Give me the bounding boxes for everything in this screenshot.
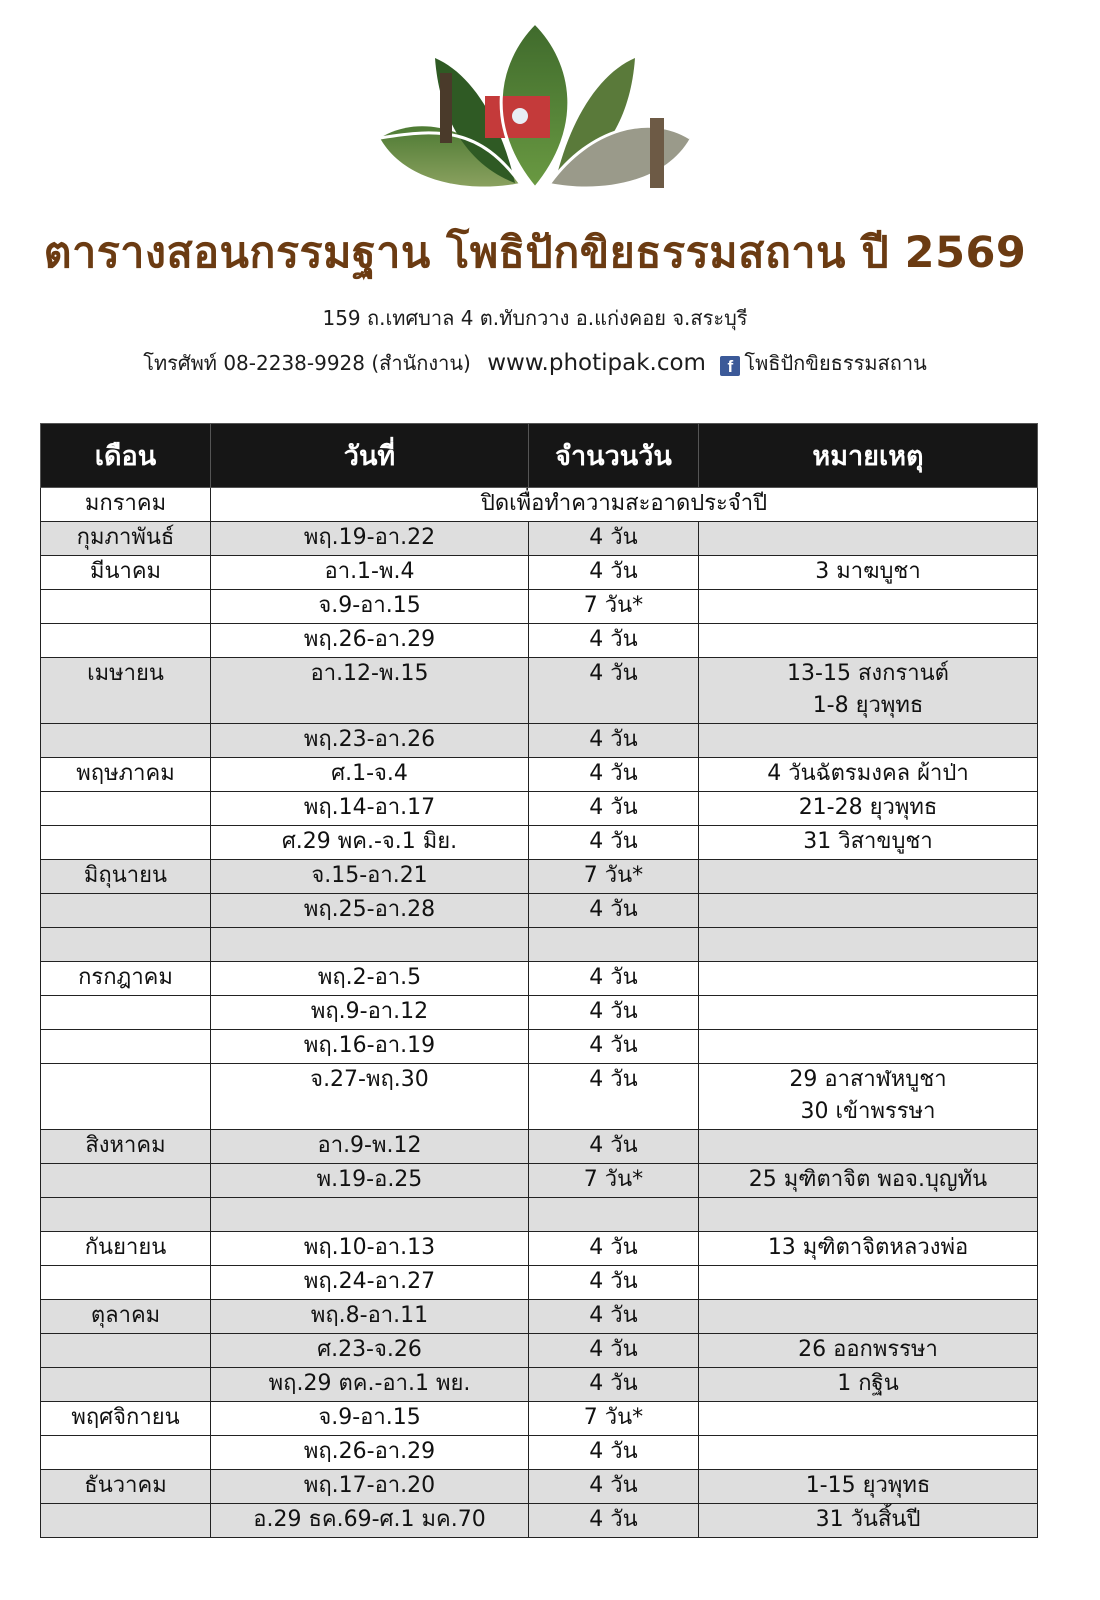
table-row (41, 996, 1038, 1030)
cell-note (699, 962, 1038, 996)
cell-days-text: 4 วัน (589, 897, 638, 922)
cell-month (41, 1504, 211, 1538)
table-row (41, 522, 1038, 556)
cell-dates-text: จ.15-อา.21 (311, 863, 428, 888)
table-row (41, 1030, 1038, 1064)
cell-days-text: 7 วัน* (583, 863, 644, 888)
cell-note (699, 826, 1038, 860)
cell-days (529, 826, 699, 860)
cell-month (41, 1164, 211, 1198)
cell-days (529, 758, 699, 792)
cell-days-text: 4 วัน (589, 559, 638, 584)
cell-dates-text: พฤ.24-อา.27 (303, 1269, 436, 1294)
cell-note-second-line: 1-8 ยุวพุทธ (812, 693, 924, 718)
cell-month (41, 624, 211, 658)
cell-month (41, 1368, 211, 1402)
cell-days (529, 1470, 699, 1504)
cell-days-text: 4 วัน (589, 1371, 638, 1396)
cell-dates (211, 1504, 529, 1538)
cell-days (529, 860, 699, 894)
cell-note (699, 1436, 1038, 1470)
cell-month (41, 522, 211, 556)
cell-days (529, 1064, 699, 1130)
cell-dates-text: พฤ.16-อา.19 (303, 1033, 436, 1058)
cell-dates-text: พฤ.26-อา.29 (303, 627, 436, 652)
column-header-dates: วันที่ (211, 424, 529, 488)
cell-dates (211, 1232, 529, 1266)
cell-dates-text: จ.9-อา.15 (318, 593, 421, 618)
cell-dates (211, 1300, 529, 1334)
cell-days-text: 7 วัน* (583, 1167, 644, 1192)
cell-month-text: สิงหาคม (85, 1133, 166, 1158)
cell-days (529, 624, 699, 658)
table-row (41, 860, 1038, 894)
cell-note (699, 996, 1038, 1030)
table-row (41, 758, 1038, 792)
table-row (41, 894, 1038, 928)
cell-dates (211, 1164, 529, 1198)
cell-note-text: 1-15 ยุวพุทธ (805, 1473, 931, 1498)
cell-month (41, 724, 211, 758)
cell-month (41, 1232, 211, 1266)
cell-dates (211, 894, 529, 928)
table-row (41, 826, 1038, 860)
cell-days-text: 4 วัน (589, 1235, 638, 1260)
cell-note (699, 724, 1038, 758)
cell-days (529, 590, 699, 624)
cell-dates (211, 758, 529, 792)
cell-dates-text: พฤ.23-อา.26 (303, 727, 436, 752)
cell-note (699, 590, 1038, 624)
table-row (41, 658, 1038, 724)
cell-month-text: พฤศจิกายน (71, 1405, 180, 1430)
cell-days (529, 1436, 699, 1470)
cell-dates (211, 1368, 529, 1402)
cell-note (699, 1470, 1038, 1504)
table-row (41, 1130, 1038, 1164)
table-row (41, 1198, 1038, 1232)
table-row (41, 1064, 1038, 1130)
cell-dates (211, 590, 529, 624)
cell-month-text: ตุลาคม (90, 1303, 161, 1328)
cell-dates-text: ศ.1-จ.4 (331, 761, 408, 786)
cell-dates-text: พฤ.10-อา.13 (303, 1235, 436, 1260)
table-row (41, 1300, 1038, 1334)
cell-month (41, 1402, 211, 1436)
cell-days (529, 556, 699, 590)
cell-dates-text: พฤ.2-อา.5 (317, 965, 422, 990)
cell-dates (211, 1064, 529, 1130)
cell-dates (211, 826, 529, 860)
cell-month: มกราคม (41, 488, 211, 522)
cell-days (529, 1232, 699, 1266)
table-row (41, 590, 1038, 624)
cell-dates-text: พฤ.29 ตค.-อา.1 พย. (268, 1371, 471, 1396)
cell-note-text: 1 กฐิน (837, 1371, 899, 1396)
cell-note-text: 31 วิสาขบูชา (803, 829, 933, 854)
cell-days-text: 4 วัน (589, 999, 638, 1024)
cell-note (699, 1504, 1038, 1538)
cell-note (699, 1266, 1038, 1300)
cell-note (699, 1402, 1038, 1436)
cell-month-text: ธันวาคม (84, 1473, 167, 1498)
cell-days-text: 4 วัน (589, 1033, 638, 1058)
cell-dates-text: พฤ.26-อา.29 (303, 1439, 436, 1464)
cell-dates (211, 724, 529, 758)
cell-month (41, 928, 211, 962)
column-header-month: เดือน (41, 424, 211, 488)
cell-dates (211, 522, 529, 556)
cell-dates-text: อา.1-พ.4 (324, 559, 415, 584)
cell-note (699, 1334, 1038, 1368)
cell-days-text: 4 วัน (589, 1337, 638, 1362)
cell-days (529, 1164, 699, 1198)
column-header-note: หมายเหตุ (699, 424, 1038, 488)
cell-dates (211, 1436, 529, 1470)
cell-month-text: มีนาคม (89, 559, 162, 584)
cell-dates-text: พฤ.17-อา.20 (303, 1473, 436, 1498)
cell-note-text: 3 มาฆบูชา (815, 559, 921, 584)
cell-note-text: 13 มุฑิตาจิตหลวงพ่อ (767, 1235, 969, 1260)
cell-month (41, 1266, 211, 1300)
cell-days (529, 1402, 699, 1436)
cell-dates (211, 1266, 529, 1300)
cell-month (41, 792, 211, 826)
contact-line (0, 347, 1070, 379)
cell-month (41, 758, 211, 792)
cell-month (41, 556, 211, 590)
cell-month-text: กันยายน (84, 1235, 167, 1260)
cell-dates-text: อา.9-พ.12 (317, 1133, 422, 1158)
cell-days-text: 4 วัน (589, 761, 638, 786)
table-row (41, 1368, 1038, 1402)
table-header-row (41, 424, 1038, 488)
cell-note-text: 21-28 ยุวพุทธ (798, 795, 938, 820)
cell-days (529, 658, 699, 724)
cell-note-second-line: 30 เข้าพรรษา (800, 1099, 936, 1124)
cell-days (529, 1130, 699, 1164)
cell-dates (211, 1198, 529, 1232)
cell-month (41, 590, 211, 624)
table-row (41, 1334, 1038, 1368)
cell-month-text: พฤษภาคม (76, 761, 175, 786)
website-link[interactable]: www.photipak.com (487, 350, 706, 376)
facebook-page-name[interactable]: โพธิปักขิยธรรมสถาน (744, 351, 927, 375)
cell-month (41, 1436, 211, 1470)
cell-dates-text: ศ.23-จ.26 (317, 1337, 422, 1362)
cell-month (41, 996, 211, 1030)
cell-note (699, 1130, 1038, 1164)
cell-days (529, 1368, 699, 1402)
cell-days (529, 724, 699, 758)
cell-note (699, 1368, 1038, 1402)
cell-days (529, 522, 699, 556)
cell-month-text: มิถุนายน (83, 863, 168, 888)
cell-dates (211, 1030, 529, 1064)
cell-note (699, 556, 1038, 590)
table-row (41, 556, 1038, 590)
address-line: 159 ถ.เทศบาล 4 ต.ทับกวาง อ.แก่งคอย จ.สระบุรี (322, 306, 748, 330)
cell-month (41, 1334, 211, 1368)
phone-text: โทรศัพท์ 08-2238-9928 (สำนักงาน) (143, 351, 471, 375)
cell-note-text: 26 ออกพรรษา (798, 1337, 938, 1362)
cell-days (529, 1504, 699, 1538)
table-row (41, 624, 1038, 658)
cell-days-text: 4 วัน (589, 1507, 638, 1532)
cell-note (699, 758, 1038, 792)
table-row (41, 1266, 1038, 1300)
cell-note (699, 928, 1038, 962)
cell-note (699, 658, 1038, 724)
cell-days-text: 4 วัน (589, 525, 638, 550)
cell-dates (211, 1334, 529, 1368)
cell-month (41, 658, 211, 724)
table-row (41, 1436, 1038, 1470)
cell-days-text: 4 วัน (589, 965, 638, 990)
cell-note-text: 13-15 สงกรานต์ (787, 661, 949, 686)
schedule-table (40, 423, 1038, 1538)
cell-month (41, 860, 211, 894)
cell-closed-note: ปิดเพื่อทำความสะอาดประจำปี (211, 488, 1038, 522)
table-row (41, 1402, 1038, 1436)
column-header-days: จำนวนวัน (529, 424, 699, 488)
cell-month (41, 1130, 211, 1164)
cell-days-text: 4 วัน (589, 1473, 638, 1498)
cell-days (529, 1266, 699, 1300)
cell-month-text: เมษายน (87, 661, 164, 686)
cell-note (699, 860, 1038, 894)
cell-note (699, 1164, 1038, 1198)
table-row (41, 1164, 1038, 1198)
cell-note (699, 522, 1038, 556)
cell-note-text: 4 วันฉัตรมงคล ผ้าป่า (767, 761, 969, 786)
cell-dates (211, 1130, 529, 1164)
cell-month-text: กรกฎาคม (78, 965, 173, 990)
cell-days-text: 4 วัน (589, 727, 638, 752)
cell-dates (211, 996, 529, 1030)
cell-dates-text: จ.27-พฤ.30 (310, 1067, 429, 1092)
cell-days-text: 4 วัน (589, 1303, 638, 1328)
cell-note-text: 31 วันสิ้นปี (815, 1507, 921, 1532)
cell-note (699, 792, 1038, 826)
cell-dates (211, 962, 529, 996)
cell-dates-text: พฤ.25-อา.28 (303, 897, 436, 922)
table-row (41, 724, 1038, 758)
table-row (41, 1470, 1038, 1504)
cell-days (529, 1198, 699, 1232)
cell-days-text: 4 วัน (589, 1439, 638, 1464)
table-row (41, 1504, 1038, 1538)
cell-dates (211, 624, 529, 658)
lotus-logo (380, 18, 690, 200)
cell-note (699, 894, 1038, 928)
cell-month-text: กุมภาพันธ์ (76, 525, 175, 550)
cell-dates-text: ศ.29 พค.-จ.1 มิย. (281, 829, 458, 854)
cell-days-text: 4 วัน (589, 795, 638, 820)
cell-dates (211, 1470, 529, 1504)
table-row-closed (41, 488, 1038, 522)
cell-days-text: 7 วัน* (583, 1405, 644, 1430)
cell-note-text: 25 มุฑิตาจิต พอจ.บุญทัน (748, 1167, 988, 1192)
cell-days-text: 4 วัน (589, 829, 638, 854)
cell-month (41, 962, 211, 996)
cell-month (41, 1470, 211, 1504)
table-row (41, 962, 1038, 996)
cell-dates (211, 556, 529, 590)
cell-note-text: 29 อาสาฬหบูชา (789, 1067, 947, 1092)
cell-dates-text: พฤ.14-อา.17 (303, 795, 436, 820)
cell-dates-text: อา.12-พ.15 (310, 661, 429, 686)
cell-dates-text: พ.19-อ.25 (316, 1167, 423, 1192)
cell-days (529, 792, 699, 826)
cell-note (699, 624, 1038, 658)
cell-dates (211, 928, 529, 962)
cell-note (699, 1064, 1038, 1130)
cell-days (529, 1334, 699, 1368)
table-row (41, 928, 1038, 962)
cell-days-text: 7 วัน* (583, 593, 644, 618)
cell-days-text: 4 วัน (589, 627, 638, 652)
cell-days-text: 4 วัน (589, 1067, 638, 1092)
cell-month (41, 1198, 211, 1232)
facebook-icon: f (720, 356, 740, 376)
cell-dates-text: จ.9-อา.15 (318, 1405, 421, 1430)
cell-days (529, 1030, 699, 1064)
cell-days-text: 4 วัน (589, 1269, 638, 1294)
cell-dates-text: พฤ.19-อา.22 (303, 525, 436, 550)
cell-note (699, 1300, 1038, 1334)
cell-days (529, 928, 699, 962)
cell-note (699, 1030, 1038, 1064)
cell-month (41, 1064, 211, 1130)
cell-dates-text: พฤ.9-อา.12 (310, 999, 429, 1024)
cell-days (529, 996, 699, 1030)
cell-month (41, 1030, 211, 1064)
cell-dates (211, 658, 529, 724)
cell-days-text: 4 วัน (589, 1133, 638, 1158)
cell-days (529, 894, 699, 928)
cell-days (529, 1300, 699, 1334)
cell-note (699, 1198, 1038, 1232)
cell-dates-text: อ.29 ธค.69-ศ.1 มค.70 (253, 1507, 486, 1532)
page-title: ตารางสอนกรรมฐาน โพธิปักขิยธรรมสถาน ปี 2569 (43, 228, 1027, 278)
cell-month (41, 1300, 211, 1334)
cell-month (41, 894, 211, 928)
cell-dates-text: พฤ.8-อา.11 (310, 1303, 429, 1328)
cell-days (529, 962, 699, 996)
cell-dates (211, 1402, 529, 1436)
cell-dates (211, 792, 529, 826)
table-row (41, 792, 1038, 826)
cell-note (699, 1232, 1038, 1266)
cell-dates (211, 860, 529, 894)
cell-days-text: 4 วัน (589, 661, 638, 686)
cell-month (41, 826, 211, 860)
table-row (41, 1232, 1038, 1266)
